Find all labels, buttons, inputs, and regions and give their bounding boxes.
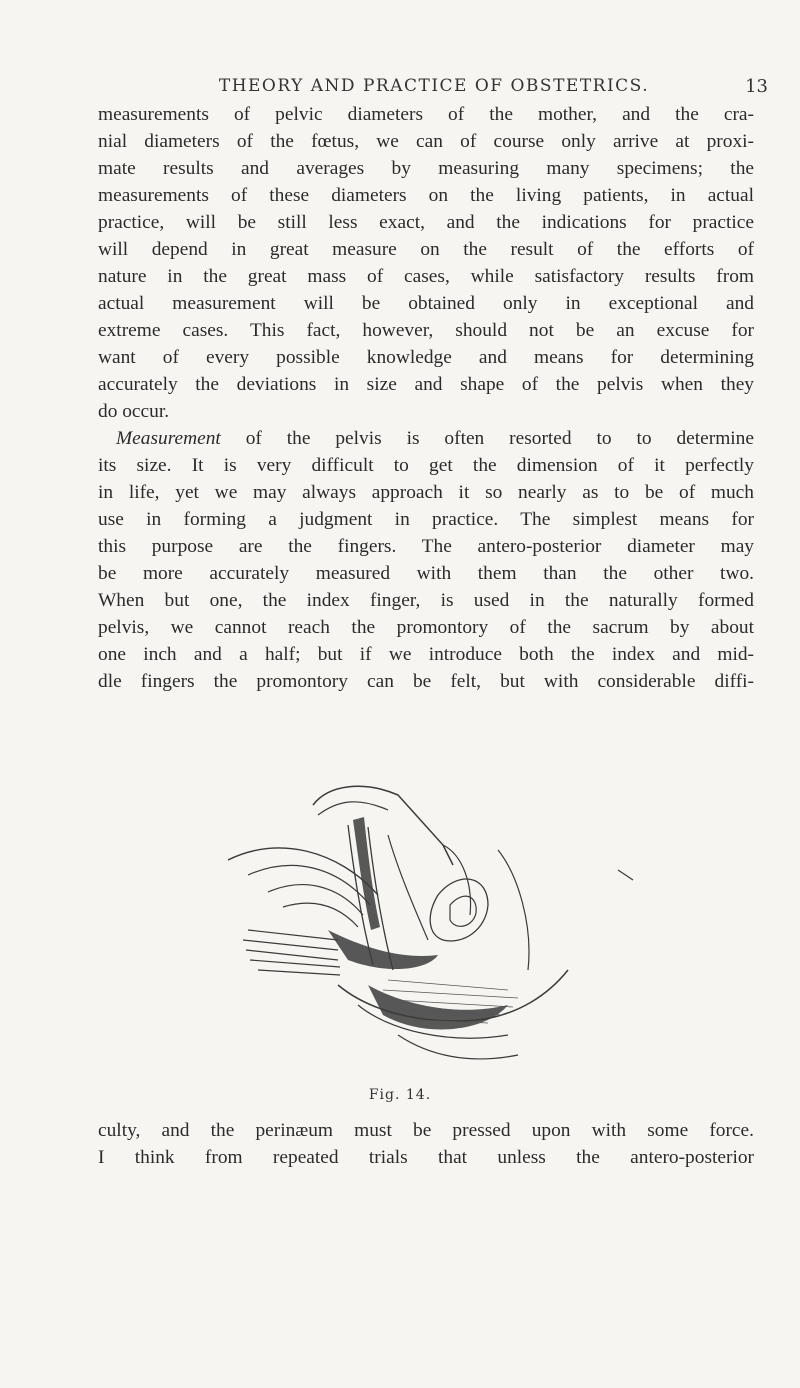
text-line: dle fingers the promontory can be felt, but with considerable diffi- [98,671,754,692]
text-line: When but one, the index finger, is used in the naturally formed [98,590,754,611]
running-title: THEORY AND PRACTICE OF OBSTETRICS. [218,76,650,96]
paragraph-2 [98,425,754,695]
text-line: pelvis, we cannot reach the promontory of the sacrum by about [98,617,754,638]
paragraph-2-continued [98,1117,754,1171]
body-text-bottom [98,1117,754,1171]
text-line [98,425,754,452]
text-line: actual measurement will be obtained only in exceptional and [98,293,754,314]
text-line: this purpose are the fingers. The antero-posterior diameter may [98,536,754,557]
text-line: practice, will be still less exact, and the indications for practice [98,212,754,233]
body-text-top [98,101,754,695]
figure-engraving [188,755,648,1085]
text-line: accurately the deviations in size and shape of the pelvis when they [98,374,754,395]
text-line: will depend in great measure on the result of the efforts of [98,239,754,260]
text-line: use in forming a judgment in practice. The simplest means for [98,509,754,530]
text-line: in life, yet we may always approach it so nearly as to be of much [98,482,754,503]
paragraph-1 [98,101,754,425]
running-head [100,76,768,100]
text-line: want of every possible knowledge and means for determining [98,347,754,368]
text-line: nial diameters of the fœtus, we can of course only arrive at proxi- [98,131,754,152]
text-line: be more accurately measured with them than the other two. [98,563,754,584]
text-line: do occur. [98,401,170,422]
italic-term-measurement: Measurement [116,428,221,449]
pelvic-examination-illustration [188,755,648,1085]
text-line: mate results and averages by measuring many specimens; the [98,158,754,179]
text-line: nature in the great mass of cases, while satisfactory results from [98,266,754,287]
text-line: its size. It is very difficult to get the dimension of it perfectly [98,455,754,476]
text-line: measurements of these diameters on the living patients, in actual [98,185,754,206]
text-line: extreme cases. This fact, however, should not be an excuse for [98,320,754,341]
text-line: one inch and a half; but if we introduce both the index and mid- [98,644,754,665]
figure-caption: Fig. 14. [368,1087,432,1103]
text-line: I think from repeated trials that unless the antero-posterior [98,1147,754,1168]
text-line: culty, and the perinæum must be pressed upon with some force. [98,1120,754,1141]
text-fragment: of the pelvis is often resorted to to determine [220,428,754,449]
page-number: 13 [745,76,768,97]
text-line: measurements of pelvic diameters of the mother, and the cra- [98,104,754,125]
